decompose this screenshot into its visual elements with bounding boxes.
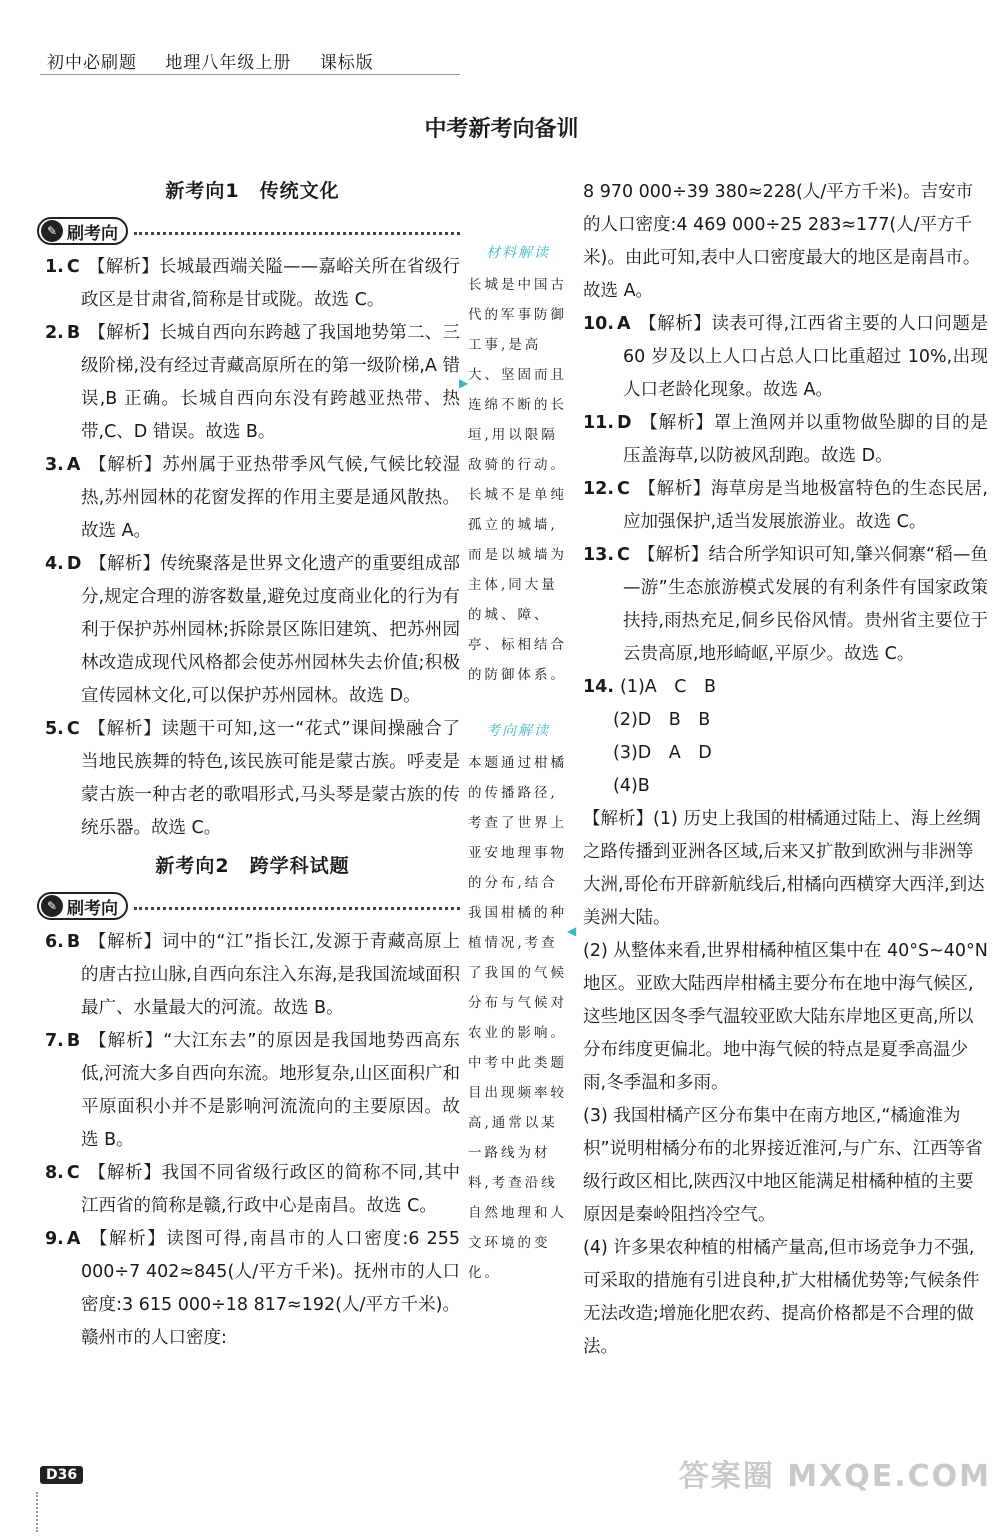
watermark: 答案圈 MXQE.COM <box>678 1459 991 1494</box>
q14-explanation-4: (4) 许多果农种植的柑橘产量高,但市场竞争力不强,可采取的措施有引进良种,扩大柑橘优势等;气候条件无法改造;增施化肥农药、提高价格都是不合理的做法。 <box>583 1238 980 1357</box>
q14-explanation-2: (2) 从整体来看,世界柑橘种植区集中在 40°S~40°N 地区。亚欧大陆西岸柑橘主要分布在地中海气候区,这些地区因冬季气温较亚欧大陆东岸地区更高,所以分布纬度更偏北。地中海气候的特点是夏季高温少雨,冬季温和多雨。 <box>583 941 988 1093</box>
answer-item: 5. C 【解析】读题干可知,这一“花式”课间操融合了当地民族舞的特色,该民族可能是蒙古族。呼麦是蒙古族一种古老的歌唱形式,马头琴是蒙古族的传统乐器。故选 C。 <box>45 719 460 838</box>
answer-item: 12. C 【解析】海草房是当地极富特色的生态民居,应加强保护,适当发展旅游业。故选 C。 <box>583 479 988 532</box>
page-title: 中考新考向备训 <box>424 117 579 142</box>
right-column <box>583 176 988 1364</box>
badge-label: 刷考向 <box>67 898 118 919</box>
answer-item: 4. D 【解析】传统聚落是世界文化遗产的重要组成部分,规定合理的游客数量,避免过度商业化的行为有利于保护苏州园林;拆除景区陈旧建筑、把苏州园林改造成现代风格都会使苏州园林失去价值;积极宣传园林文化,可以保护苏州园林。故选 D。 <box>45 554 460 706</box>
subject-name: 地理八年级上册 <box>165 53 292 73</box>
pointer-right-icon: ▶ <box>459 376 469 390</box>
q14-explanation-3: (3) 我国柑橘产区分布集中在南方地区,“橘逾淮为枳”说明柑橘分布的北界接近淮河,与广东、江西等省级行政区相比,陕西汉中地区能满足柑橘种植的主要原因是秦岭阻挡冷空气。 <box>583 1106 983 1225</box>
answer-item: 2. B 【解析】长城自西向东跨越了我国地势第二、三级阶梯,没有经过青藏高原所在的第一级阶梯,A 错误,B 正确。长城自西向东没有跨越亚热带、热带,C、D 错误。故选 B。 <box>45 323 460 442</box>
section-title-1: 新考向1 传统文化 <box>165 180 340 202</box>
side-text-material: 长城是中国古代的军事防御工事,是高大、坚固而且连绵不断的长垣,用以限隔敌骑的行动。长城不是单纯孤立的城墙,而是以城墙为主体,同大量的城、障、亭、标相结合的防御体系。 <box>468 277 567 683</box>
left-column <box>45 176 460 1355</box>
dotted-rule <box>134 232 460 235</box>
book-name: 初中必刷题 <box>47 53 137 73</box>
pointer-left-icon: ◀ <box>567 924 577 938</box>
answer-item: 13. C 【解析】结合所学知识可知,肇兴侗寨“稻—鱼—游”生态旅游模式发展的有利条件有国家政策扶持,雨热充足,侗乡民俗风情。贵州省主要位于云贵高原,地形崎岖,平原少。故选 C。 <box>583 545 988 664</box>
answer-item: 9. A 【解析】读图可得,南昌市的人口密度:6 255 000÷7 402≈845(人/平方千米)。抚州市的人口密度:3 615 000÷18 817≈192(人/平方千米)。赣州市的人口密度: <box>45 1229 460 1348</box>
pen-icon: ✎ <box>41 220 63 242</box>
answer-item: 11. D 【解析】罩上渔网并以重物做坠脚的目的是压盖海草,以防被风刮跑。故选 D。 <box>583 413 988 466</box>
section-badge-2 <box>37 892 460 920</box>
side-notes <box>468 238 568 1288</box>
footer-dots <box>36 1492 40 1532</box>
q14-number: 14. <box>583 677 615 697</box>
q14-answer-1: (1)A C B <box>620 677 717 697</box>
answer-item: 3. A 【解析】苏州属于亚热带季风气候,气候比较湿热,苏州园林的花窗发挥的作用主要是通风散热。故选 A。 <box>45 455 460 541</box>
section-badge-1 <box>37 217 460 245</box>
edition-name: 课标版 <box>319 53 374 73</box>
continuation-text: 8 970 000÷39 380≈228(人/平方千米)。吉安市的人口密度:4 469 000÷25 283≈177(人/平方千米)。由此可知,表中人口密度最大的地区是南昌市。故选 A。 <box>583 182 981 301</box>
badge-label: 刷考向 <box>67 223 118 244</box>
page-number: D36 <box>40 1466 83 1484</box>
q14-answers <box>583 671 988 704</box>
answer-item: 8. C 【解析】我国不同省级行政区的简称不同,其中江西省的简称是赣,行政中心是南昌。故选 C。 <box>45 1163 460 1216</box>
answer-item: 10. A 【解析】读表可得,江西省主要的人口问题是 60 岁及以上人口占总人口比重超过 10%,出现人口老龄化现象。故选 A。 <box>583 314 988 400</box>
answer-item: 7. B 【解析】“大江东去”的原因是我国地势西高东低,河流大多自西向东流。地形复杂,山区面积广和平原面积小并不是影响河流流向的主要原因。故选 B。 <box>45 1031 460 1150</box>
answer-item: 1. C 【解析】长城最西端关隘——嘉峪关所在省级行政区是甘肃省,简称是甘或陇。故选 C。 <box>45 257 460 310</box>
header-divider <box>40 74 460 75</box>
answer-item: 6. B 【解析】词中的“江”指长江,发源于青藏高原上的唐古拉山脉,自西向东注入东海,是我国流域面积最广、水量最大的河流。故选 B。 <box>45 932 460 1018</box>
q14-answer-2: (2)D B B <box>613 710 711 730</box>
dotted-rule <box>134 907 460 910</box>
side-text-direction: 本题通过柑橘的传播路径,考查了世界上亚安地理事物的分布,结合我国柑橘的种植情况,考查了我国的气候分布与气候对农业的影响。中考中此类题目出现频率较高,通常以某一路线为材料,考查沿线自然地理和人文环境的变化。 <box>468 755 567 1281</box>
q14-answer-3: (3)D A D <box>613 743 712 763</box>
side-heading-material: 材料解读 <box>486 245 550 261</box>
q14-answer-4: (4)B <box>613 776 650 796</box>
side-heading-direction: 考向解读 <box>486 723 550 739</box>
q14-explanation-1: 【解析】(1) 历史上我国的柑橘通过陆上、海上丝绸之路传播到亚洲各区域,后来又扩散到欧洲与非洲等大洲,哥伦布开辟新航线后,柑橘向西横穿大西洋,到达美洲大陆。 <box>583 809 985 928</box>
page-header <box>47 48 396 73</box>
section-title-2: 新考向2 跨学科试题 <box>155 855 350 877</box>
pen-icon: ✎ <box>41 895 63 917</box>
